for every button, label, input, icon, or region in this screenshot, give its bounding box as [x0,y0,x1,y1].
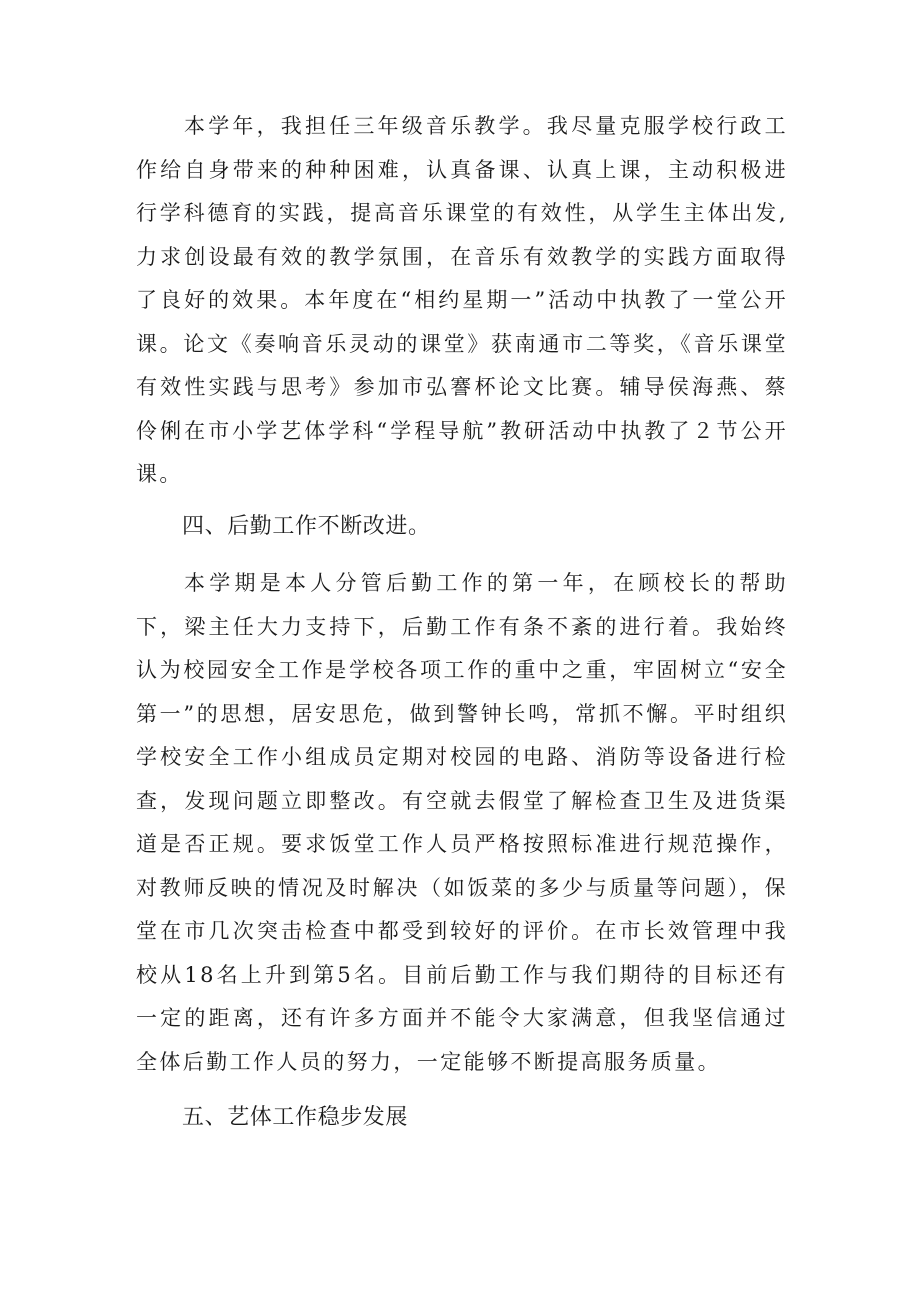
section-heading-logistics: 四、后勤工作不断改进。 [182,514,431,539]
paragraph-music-teaching: 本学年，我担任三年级音乐教学。我尽量克服学校行政工作给自身带来的种种困难，认真备课、认真上课，主动积极进行学科德育的实践，提高音乐课堂的有效性，从学生主体出发,力求创设最有效的教学氛围，在音乐有效教学的实践方面取得了良好的效果。本年度在“相约星期一”活动中执教了一堂公开课。论文《奏响音乐灵动的课堂》获南通市二等奖，《音乐课堂有效性实践与思考》参加市弘謇杯论文比赛。辅导侯海燕、蔡伶俐在市小学艺体学科“学程导航”教研活动中执教了２节公开课。 [136,114,788,486]
section-heading-arts-sports: 五、艺体工作稳步发展 [182,1105,409,1130]
paragraph-logistics-work: 本学期是本人分管后勤工作的第一年，在顾校长的帮助下，梁主任大力支持下，后勤工作有条不紊的进行着。我始终认为校园安全工作是学校各项工作的重中之重，牢固树立“安全第一”的思想，居安思危，做到警钟长鸣，常抓不懈。平时组织学校安全工作小组成员定期对校园的电路、消防等设备进行检查，发现问题立即整改。有空就去假堂了解检查卫生及进货渠道是否正规。要求饭堂工作人员严格按照标准进行规范操作，对教师反映的情况及时解决（如饭菜的多少与质量等问题），保堂在市几次突击检查中都受到较好的评价。在市长效管理中我校从18名上升到第5名。目前后勤工作与我们期待的目标还有一定的距离，还有许多方面并不能令大家满意，但我坚信通过全体后勤工作人员的努力，一定能够不断提高服务质量。 [136,571,788,1074]
